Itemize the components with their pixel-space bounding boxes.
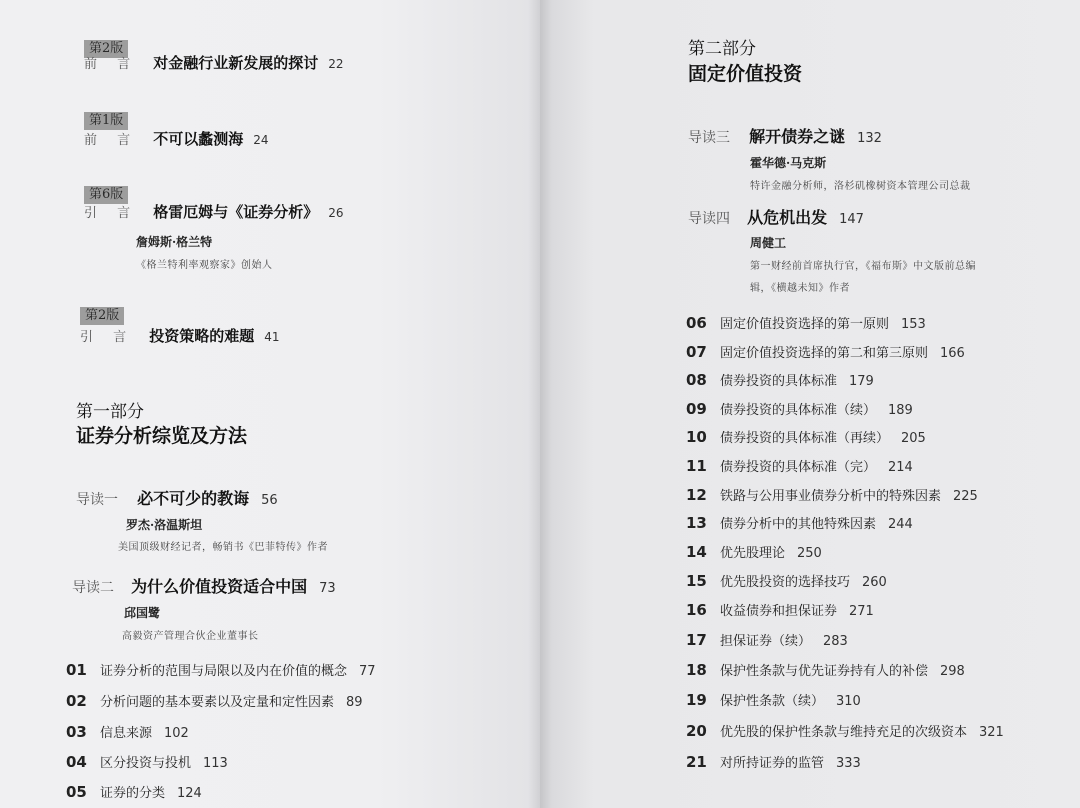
guide-title: 从危机出发 [747, 208, 828, 227]
guide-page: 73 [319, 581, 336, 596]
chapter-title: 分析问题的基本要素以及定量和定性因素 [100, 695, 335, 710]
guide-label: 导读二 [72, 580, 114, 596]
entry-page: 22 [328, 57, 344, 71]
chapter-number: 12 [686, 486, 707, 504]
chapter-page: 271 [849, 604, 874, 619]
toc-chapter-14[interactable] [686, 542, 822, 561]
author-name: 罗杰·洛温斯坦 [126, 518, 203, 532]
chapter-number: 06 [686, 314, 707, 332]
toc-chapter-02[interactable] [66, 691, 363, 710]
right-page [540, 0, 1080, 808]
chapter-title: 区分投资与投机 [100, 756, 192, 771]
chapter-page: 250 [797, 546, 822, 561]
chapter-number: 07 [686, 343, 707, 361]
toc-entry-intro-6th[interactable] [84, 201, 344, 222]
chapter-page: 214 [888, 460, 913, 475]
entry-page: 41 [264, 330, 280, 344]
chapter-title: 优先股的保护性条款与维持充足的次级资本 [720, 725, 968, 740]
chapter-number: 16 [686, 601, 707, 619]
toc-chapter-13[interactable] [686, 513, 913, 532]
author-name: 邱国鹭 [124, 606, 161, 620]
chapter-number: 03 [66, 723, 87, 741]
edition-badge: 第1版 [84, 112, 128, 130]
toc-chapter-07[interactable] [686, 342, 965, 361]
toc-chapter-16[interactable] [686, 600, 874, 619]
toc-chapter-09[interactable] [686, 399, 913, 418]
chapter-number: 11 [686, 457, 707, 475]
toc-entry-guide-4[interactable] [688, 205, 864, 228]
edition-badge: 第2版 [80, 307, 124, 325]
toc-chapter-06[interactable] [686, 313, 926, 332]
toc-chapter-10[interactable] [686, 427, 926, 446]
guide-title: 为什么价值投资适合中国 [131, 577, 308, 596]
chapter-number: 17 [686, 631, 707, 649]
part-one-label: 第一部分 [76, 402, 144, 422]
toc-chapter-18[interactable] [686, 660, 965, 679]
chapter-page: 153 [901, 317, 926, 332]
chapter-number: 02 [66, 692, 87, 710]
chapter-number: 09 [686, 400, 707, 418]
toc-chapter-11[interactable] [686, 456, 913, 475]
chapter-title: 固定价值投资选择的第二和第三原则 [720, 346, 929, 361]
toc-entry-preface-2nd[interactable] [84, 52, 344, 73]
chapter-page: 321 [979, 725, 1004, 740]
entry-label: 引 言 [80, 330, 135, 345]
chapter-number: 04 [66, 753, 87, 771]
author-description-line-1: 第一财经前首席执行官，《福布斯》中文版前总编 [750, 261, 976, 272]
edition-badge: 第6版 [84, 186, 128, 204]
author-description: 高毅资产管理合伙企业董事长 [122, 631, 259, 642]
chapter-page: 166 [940, 346, 965, 361]
guide-title: 必不可少的教诲 [137, 489, 250, 508]
chapter-number: 21 [686, 753, 707, 771]
chapter-page: 205 [901, 431, 926, 446]
chapter-title: 保护性条款与优先证券持有人的补偿 [720, 664, 929, 679]
chapter-title: 固定价值投资选择的第一原则 [720, 317, 890, 332]
author-description-line-2: 辑，《横越未知》作者 [750, 283, 850, 294]
chapter-title: 债券投资的具体标准 [720, 374, 838, 389]
toc-chapter-03[interactable] [66, 722, 189, 741]
entry-page: 24 [253, 133, 269, 147]
chapter-number: 01 [66, 661, 87, 679]
chapter-page: 124 [177, 786, 202, 801]
toc-chapter-20[interactable] [686, 721, 1004, 740]
chapter-title: 证券分析的范围与局限以及内在价值的概念 [100, 664, 348, 679]
chapter-title: 债券投资的具体标准（续） [720, 403, 877, 418]
guide-page: 147 [839, 212, 864, 227]
entry-title: 对金融行业新发展的探讨 [153, 54, 319, 72]
part-two-label: 第二部分 [688, 39, 756, 59]
entry-label: 前 言 [84, 57, 139, 72]
chapter-title: 信息来源 [100, 726, 153, 741]
author-description: 《格兰特利率观察家》创始人 [136, 260, 273, 271]
toc-entry-intro-2nd[interactable] [80, 325, 280, 346]
guide-label: 导读一 [76, 492, 118, 508]
chapter-page: 225 [953, 489, 978, 504]
chapter-page: 298 [940, 664, 965, 679]
author-name: 霍华德·马克斯 [750, 156, 827, 170]
chapter-page: 244 [888, 517, 913, 532]
chapter-title: 保护性条款（续） [720, 694, 825, 709]
chapter-page: 189 [888, 403, 913, 418]
entry-title: 投资策略的难题 [149, 327, 255, 345]
toc-chapter-05[interactable] [66, 782, 202, 801]
toc-chapter-04[interactable] [66, 752, 228, 771]
toc-entry-preface-1st[interactable] [84, 128, 269, 149]
toc-chapter-12[interactable] [686, 485, 978, 504]
toc-chapter-15[interactable] [686, 571, 887, 590]
toc-chapter-21[interactable] [686, 752, 861, 771]
book-spine-shadow [528, 0, 552, 808]
toc-entry-guide-2[interactable] [72, 574, 336, 597]
chapter-number: 05 [66, 783, 87, 801]
chapter-page: 179 [849, 374, 874, 389]
author-description: 特许金融分析师，洛杉矶橡树资本管理公司总裁 [750, 181, 971, 192]
entry-label: 引 言 [84, 206, 139, 221]
chapter-page: 260 [862, 575, 887, 590]
toc-chapter-08[interactable] [686, 370, 874, 389]
toc-entry-guide-3[interactable] [688, 124, 882, 147]
chapter-number: 14 [686, 543, 707, 561]
chapter-title: 铁路与公用事业债券分析中的特殊因素 [720, 489, 942, 504]
chapter-title: 对所持证券的监管 [720, 756, 825, 771]
chapter-number: 15 [686, 572, 707, 590]
chapter-title: 优先股理论 [720, 546, 786, 561]
chapter-number: 18 [686, 661, 707, 679]
chapter-title: 优先股投资的选择技巧 [720, 575, 851, 590]
guide-page: 132 [857, 131, 882, 146]
chapter-page: 310 [836, 694, 861, 709]
chapter-number: 08 [686, 371, 707, 389]
part-one-title: 证券分析综览及方法 [76, 425, 248, 447]
chapter-title: 债券分析中的其他特殊因素 [720, 517, 877, 532]
toc-chapter-17[interactable] [686, 630, 848, 649]
guide-page: 56 [261, 493, 278, 508]
chapter-page: 89 [346, 695, 363, 710]
chapter-title: 担保证券（续） [720, 634, 812, 649]
chapter-title: 证券的分类 [100, 786, 166, 801]
chapter-page: 113 [203, 756, 228, 771]
entry-page: 26 [328, 206, 344, 220]
toc-entry-guide-1[interactable] [76, 486, 278, 509]
part-two-title: 固定价值投资 [688, 63, 803, 85]
author-name: 周健工 [750, 236, 787, 250]
chapter-page: 77 [359, 664, 376, 679]
chapter-title: 收益债券和担保证券 [720, 604, 838, 619]
guide-title: 解开债券之谜 [749, 127, 846, 146]
author-name: 詹姆斯·格兰特 [136, 235, 213, 249]
chapter-number: 10 [686, 428, 707, 446]
chapter-page: 333 [836, 756, 861, 771]
chapter-number: 20 [686, 722, 707, 740]
chapter-page: 102 [164, 726, 189, 741]
chapter-page: 283 [823, 634, 848, 649]
guide-label: 导读三 [688, 130, 730, 146]
chapter-title: 债券投资的具体标准（再续） [720, 431, 890, 446]
edition-badge: 第2版 [84, 40, 128, 58]
entry-label: 前 言 [84, 133, 139, 148]
author-description: 美国顶级财经记者，畅销书《巴菲特传》作者 [118, 542, 328, 553]
entry-title: 格雷厄姆与《证券分析》 [153, 203, 319, 221]
toc-chapter-19[interactable] [686, 690, 861, 709]
toc-chapter-01[interactable] [66, 660, 376, 679]
guide-label: 导读四 [688, 211, 730, 227]
entry-title: 不可以蠡测海 [153, 130, 244, 148]
chapter-number: 19 [686, 691, 707, 709]
chapter-title: 债券投资的具体标准（完） [720, 460, 877, 475]
chapter-number: 13 [686, 514, 707, 532]
